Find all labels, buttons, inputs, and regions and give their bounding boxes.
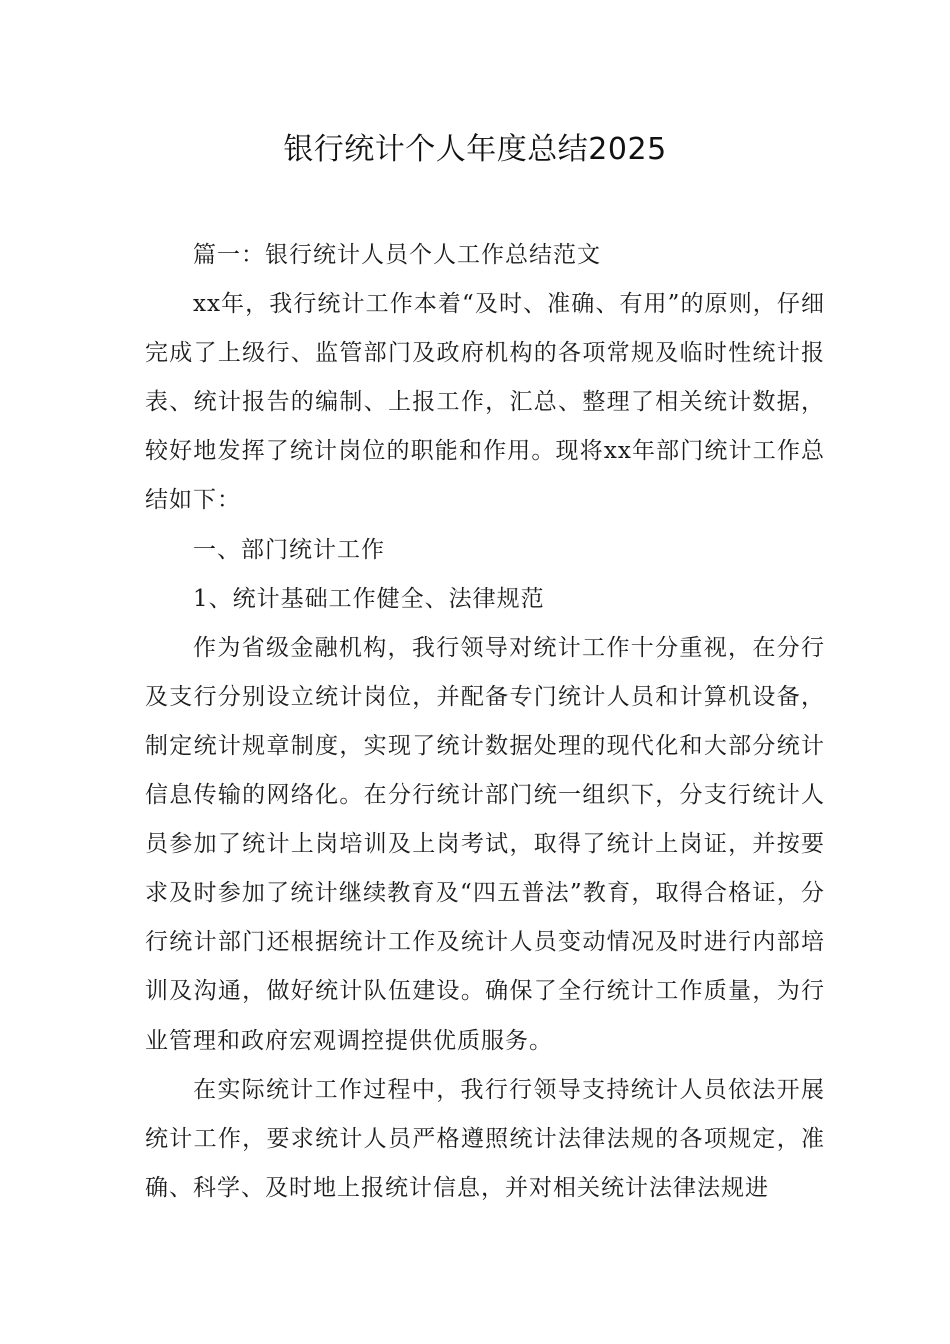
document-body (145, 231, 825, 1213)
paragraph-intro: xx年，我行统计工作本着“及时、准确、有用”的原则，仔细完成了上级行、监管部门及政府机构的各项常规及临时性统计报表、统计报告的编制、上报工作，汇总、整理了相关统计数据，较好地发挥了统计岗位的职能和作用。现将xx年部门统计工作总结如下： (145, 291, 825, 514)
paragraph-subheading-1: 1、统计基础工作健全、法律规范 (193, 585, 545, 612)
document-title: 银行统计个人年度总结2025 (283, 132, 667, 167)
paragraph-body-1: 作为省级金融机构，我行领导对统计工作十分重视，在分行及支行分别设立统计岗位，并配备专门统计人员和计算机设备，制定统计规章制度，实现了统计数据处理的现代化和大部分统计信息传输的网络化。在分行统计部门统一组织下，分支行统计人员参加了统计上岗培训及上岗考试，取得了统计上岗证，并按要求及时参加了统计继续教育及“四五普法”教育，取得合格证，分行统计部门还根据统计工作及统计人员变动情况及时进行内部培训及沟通，做好统计队伍建设。确保了全行统计工作质量，为行业管理和政府宏观调控提供优质服务。 (145, 634, 825, 1054)
paragraph-body-2: 在实际统计工作过程中，我行行领导支持统计人员依法开展统计工作，要求统计人员严格遵照统计法律法规的各项规定，准确、科学、及时地上报统计信息，并对相关统计法律法规进 (145, 1076, 825, 1201)
paragraph-heading-1: 一、部门统计工作 (193, 536, 385, 563)
paragraph-section-heading: 篇一：银行统计人员个人工作总结范文 (193, 242, 601, 268)
